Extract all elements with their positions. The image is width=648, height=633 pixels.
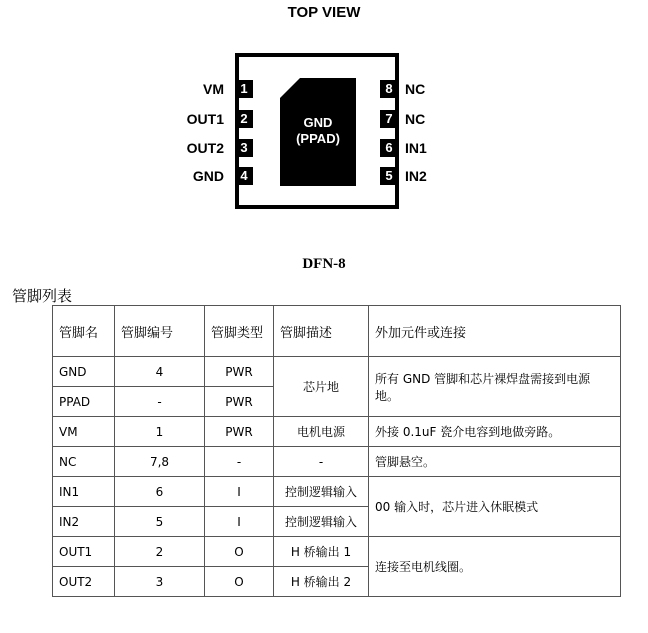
pin-number-3: 3 <box>235 139 253 157</box>
cell-pin-type: PWR <box>205 387 274 417</box>
cell-pin-type: PWR <box>205 357 274 387</box>
cell-pin-name: IN1 <box>53 477 115 507</box>
cell-pin-ext: 连接至电机线圈。 <box>369 537 621 597</box>
table-header: 管脚编号 <box>115 306 205 357</box>
pin-label-right-5: IN2 <box>405 168 427 184</box>
table-row <box>53 357 621 387</box>
pin-number-1: 1 <box>235 80 253 98</box>
table-header-row <box>53 306 621 357</box>
pin-label-right-6: IN1 <box>405 140 427 156</box>
cell-pin-name: IN2 <box>53 507 115 537</box>
cell-pin-desc: H 桥输出 2 <box>274 567 369 597</box>
pin-label-left-2: OUT1 <box>186 111 224 127</box>
table-header: 管脚类型 <box>205 306 274 357</box>
section-title: 管脚列表 <box>12 287 73 305</box>
table-row <box>53 447 621 477</box>
pin-number-7: 7 <box>380 110 398 128</box>
cell-pin-number: 2 <box>115 537 205 567</box>
cell-pin-desc: 芯片地 <box>274 357 369 417</box>
pin-table <box>52 305 621 597</box>
cell-pin-type: PWR <box>205 417 274 447</box>
cell-pin-type: O <box>205 567 274 597</box>
pin-number-2: 2 <box>235 110 253 128</box>
cell-pin-number: 4 <box>115 357 205 387</box>
pin-label-left-3: OUT2 <box>186 140 224 156</box>
cell-pin-number: - <box>115 387 205 417</box>
pad-label-line1: GND <box>303 115 333 130</box>
pin-label-right-7: NC <box>405 111 426 127</box>
pin-number-4: 4 <box>235 167 253 185</box>
pad-label-line2: (PPAD) <box>296 131 340 146</box>
cell-pin-ext: 外接 0.1uF 瓷介电容到地做旁路。 <box>369 417 621 447</box>
cell-pin-type: I <box>205 477 274 507</box>
cell-pin-name: GND <box>53 357 115 387</box>
cell-pin-number: 6 <box>115 477 205 507</box>
pin-label-right-8: NC <box>405 81 426 97</box>
pin-label-left-4: GND <box>192 168 224 184</box>
table-header: 管脚名 <box>53 306 115 357</box>
cell-pin-desc: H 桥输出 1 <box>274 537 369 567</box>
table-row <box>53 537 621 567</box>
cell-pin-number: 5 <box>115 507 205 537</box>
cell-pin-ext: 所有 GND 管脚和芯片裸焊盘需接到电源地。 <box>369 357 621 417</box>
cell-pin-desc: 控制逻辑输入 <box>274 507 369 537</box>
package-name: DFN-8 <box>302 256 346 272</box>
table-header: 外加元件或连接 <box>369 306 621 357</box>
cell-pin-name: NC <box>53 447 115 477</box>
cell-pin-name: OUT1 <box>53 537 115 567</box>
cell-pin-type: O <box>205 537 274 567</box>
cell-pin-number: 7,8 <box>115 447 205 477</box>
cell-pin-name: VM <box>53 417 115 447</box>
top-view-title: TOP VIEW <box>287 4 361 21</box>
cell-pin-desc: - <box>274 447 369 477</box>
cell-pin-desc: 控制逻辑输入 <box>274 477 369 507</box>
exposed-pad-label <box>280 115 356 147</box>
cell-pin-ext: 管脚悬空。 <box>369 447 621 477</box>
cell-pin-type: I <box>205 507 274 537</box>
pin-number-6: 6 <box>380 139 398 157</box>
cell-pin-type: - <box>205 447 274 477</box>
cell-pin-name: PPAD <box>53 387 115 417</box>
pin-label-left-1: VM <box>203 81 224 97</box>
pin-number-5: 5 <box>380 167 398 185</box>
cell-pin-ext: 00 输入时，芯片进入休眠模式 <box>369 477 621 537</box>
cell-pin-name: OUT2 <box>53 567 115 597</box>
cell-pin-number: 3 <box>115 567 205 597</box>
table-row <box>53 417 621 447</box>
cell-pin-number: 1 <box>115 417 205 447</box>
table-header: 管脚描述 <box>274 306 369 357</box>
pin-number-8: 8 <box>380 80 398 98</box>
cell-pin-desc: 电机电源 <box>274 417 369 447</box>
table-row <box>53 477 621 507</box>
